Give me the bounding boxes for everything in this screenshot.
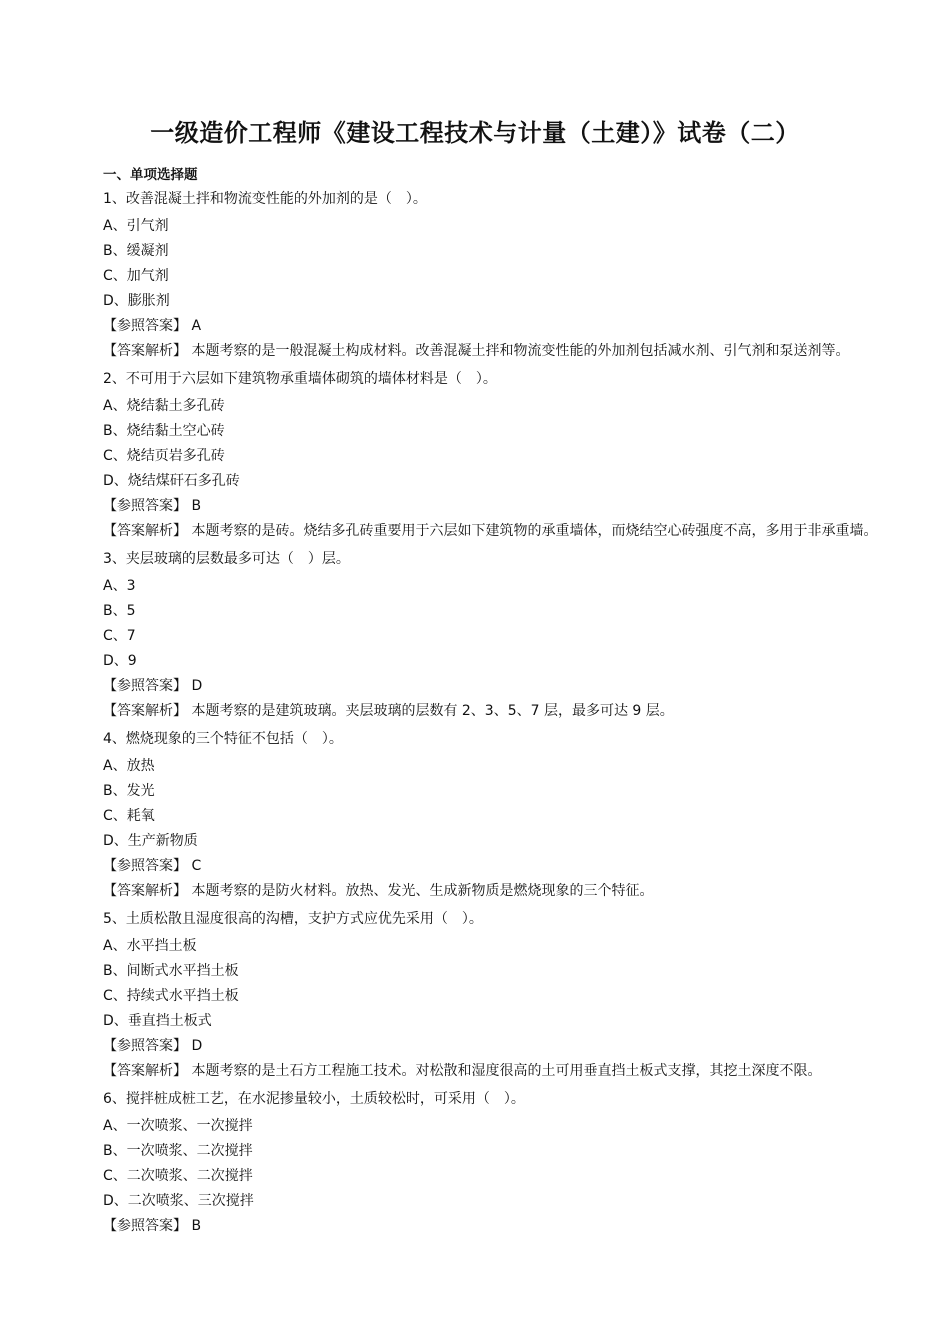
reference-answer: 【参照答案】 C [103,858,202,874]
option-a: A、引气剂 [103,218,169,234]
question-block [103,547,923,727]
option-b: B、一次喷浆、二次搅拌 [103,1143,253,1159]
option-c: C、耗氧 [103,808,155,824]
reference-answer: 【参照答案】 B [103,498,202,514]
document-body [103,163,923,1239]
document-title: 一级造价工程师《建设工程技术与计量（土建）》试卷（二） [150,119,800,147]
question-stem: 6、搅拌桩成桩工艺，在水泥掺量较小，土质较松时，可采用（ ）。 [103,1091,525,1107]
question-stem: 5、土质松散且湿度很高的沟槽，支护方式应优先采用（ ）。 [103,911,483,927]
option-a: A、放热 [103,758,155,774]
answer-explanation: 【答案解析】 本题考察的是土石方工程施工技术。对松散和湿度很高的土可用垂直挡土板式支撑，其挖土深度不限。 [103,1063,822,1079]
answer-explanation: 【答案解析】 本题考察的是建筑玻璃。夹层玻璃的层数有 2、3、5、7 层，最多可达 9 层。 [103,703,674,719]
option-c: C、持续式水平挡土板 [103,988,239,1004]
option-b: B、发光 [103,783,155,799]
question-stem: 4、燃烧现象的三个特征不包括（ ）。 [103,731,343,747]
option-b: B、5 [103,603,136,619]
option-d: D、9 [103,653,137,669]
answer-explanation: 【答案解析】 本题考察的是砖。烧结多孔砖重要用于六层如下建筑物的承重墙体，而烧结空心砖强度不高，多用于非承重墙。 [103,523,878,539]
option-d: D、垂直挡土板式 [103,1013,212,1029]
option-d: D、生产新物质 [103,833,198,849]
option-b: B、间断式水平挡土板 [103,963,239,979]
reference-answer: 【参照答案】 A [103,318,202,334]
question-block [103,367,923,547]
option-c: C、二次喷浆、二次搅拌 [103,1168,253,1184]
answer-explanation: 【答案解析】 本题考察的是防火材料。放热、发光、生成新物质是燃烧现象的三个特征。 [103,883,654,899]
option-c: C、加气剂 [103,268,169,284]
option-c: C、7 [103,628,136,644]
reference-answer: 【参照答案】 D [103,1038,203,1054]
reference-answer: 【参照答案】 B [103,1218,202,1234]
option-a: A、3 [103,578,136,594]
option-a: A、一次喷浆、一次搅拌 [103,1118,253,1134]
question-block [103,907,923,1087]
question-stem: 1、改善混凝土拌和物流变性能的外加剂的是（ ）。 [103,191,427,207]
option-b: B、烧结黏土空心砖 [103,423,225,439]
question-block [103,727,923,907]
option-d: D、二次喷浆、三次搅拌 [103,1193,254,1209]
section-heading: 一、单项选择题 [103,167,198,183]
option-d: D、膨胀剂 [103,293,170,309]
option-b: B、缓凝剂 [103,243,169,259]
question-stem: 3、夹层玻璃的层数最多可达（ ）层。 [103,551,350,567]
option-c: C、烧结页岩多孔砖 [103,448,225,464]
option-d: D、烧结煤矸石多孔砖 [103,473,240,489]
question-block [103,1087,923,1239]
option-a: A、烧结黏土多孔砖 [103,398,225,414]
option-a: A、水平挡土板 [103,938,197,954]
reference-answer: 【参照答案】 D [103,678,203,694]
question-block [103,187,923,367]
question-stem: 2、不可用于六层如下建筑物承重墙体砌筑的墙体材料是（ ）。 [103,371,497,387]
answer-explanation: 【答案解析】 本题考察的是一般混凝土构成材料。改善混凝土拌和物流变性能的外加剂包括减水剂、引气剂和泵送剂等。 [103,343,850,359]
